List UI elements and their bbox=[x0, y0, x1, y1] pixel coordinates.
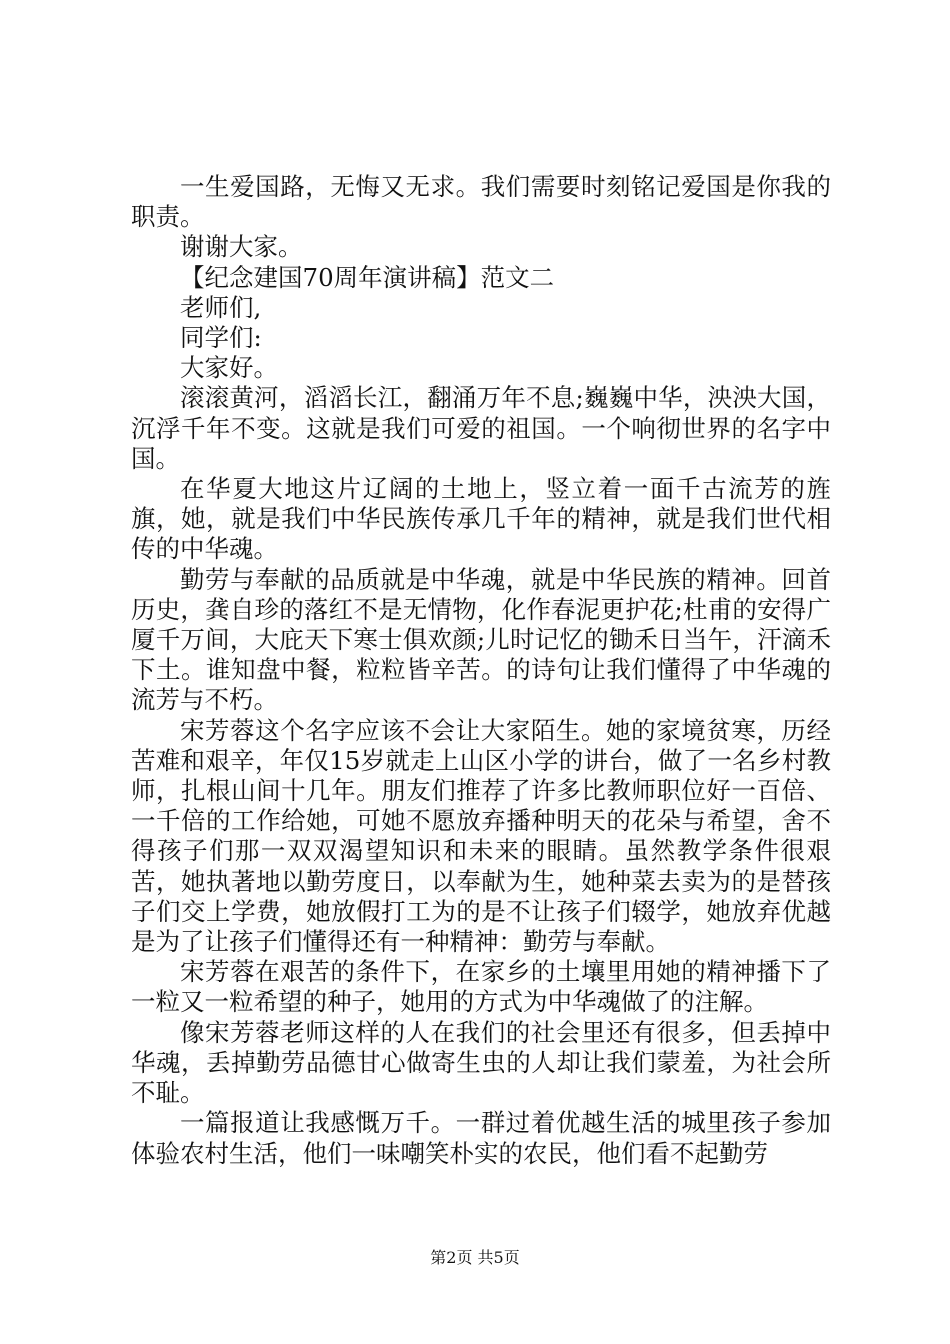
section-heading: 【纪念建国70周年演讲稿】范文二 bbox=[180, 262, 555, 292]
page-footer: 第2页 共5页 bbox=[430, 1248, 520, 1267]
paragraph: 一篇报道让我感慨万千。一群过着优越生活的城里孩子参加体验农村生活，他们一味嘲笑朴实的农民，他们看不起勤劳 bbox=[131, 1108, 831, 1168]
paragraph: 像宋芳蓉老师这样的人在我们的社会里还有很多，但丢掉中华魂，丢掉勤劳品德甘心做寄生虫的人却让我们蒙羞，为社会所不耻。 bbox=[131, 1017, 831, 1108]
paragraph: 谢谢大家。 bbox=[180, 232, 303, 262]
salutation: 老师们, bbox=[180, 292, 262, 322]
salutation: 同学们: bbox=[180, 323, 262, 353]
document-body bbox=[131, 172, 831, 1169]
paragraph: 一生爱国路，无悔又无求。我们需要时刻铭记爱国是你我的职责。 bbox=[131, 172, 831, 232]
paragraph: 宋芳蓉在艰苦的条件下，在家乡的土壤里用她的精神播下了一粒又一粒希望的种子，她用的方式为中华魂做了的注解。 bbox=[131, 957, 831, 1017]
paragraph: 勤劳与奉献的品质就是中华魂，就是中华民族的精神。回首历史，龚自珍的落红不是无情物，化作春泥更护花;杜甫的安得广厦千万间，大庇天下寒士俱欢颜;儿时记忆的锄禾日当午，汗滴禾下土。谁知盘中餐，粒粒皆辛苦。的诗句让我们懂得了中华魂的流芳与不朽。 bbox=[131, 564, 831, 715]
greeting: 大家好。 bbox=[180, 353, 278, 383]
paragraph: 滚滚黄河，滔滔长江，翻涌万年不息;巍巍中华，泱泱大国，沉浮千年不变。这就是我们可爱的祖国。一个响彻世界的名字中国。 bbox=[131, 383, 831, 473]
paragraph: 在华夏大地这片辽阔的土地上，竖立着一面千古流芳的旌旗，她，就是我们中华民族传承几千年的精神，就是我们世代相传的中华魂。 bbox=[131, 474, 831, 564]
paragraph: 宋芳蓉这个名字应该不会让大家陌生。她的家境贫寒，历经苦难和艰辛，年仅15岁就走上山区小学的讲台，做了一名乡村教师，扎根山间十几年。朋友们推荐了许多比教师职位好一百倍、一千倍的工作给她，可她不愿放弃播种明天的花朵与希望，舍不得孩子们那一双双渴望知识和未来的眼睛。虽然教学条件很艰苦，她执著地以勤劳度日，以奉献为生，她种菜去卖为的是替孩子们交上学费，她放假打工为的是不让孩子们辍学，她放弃优越是为了让孩子们懂得还有一种精神：勤劳与奉献。 bbox=[131, 715, 831, 957]
